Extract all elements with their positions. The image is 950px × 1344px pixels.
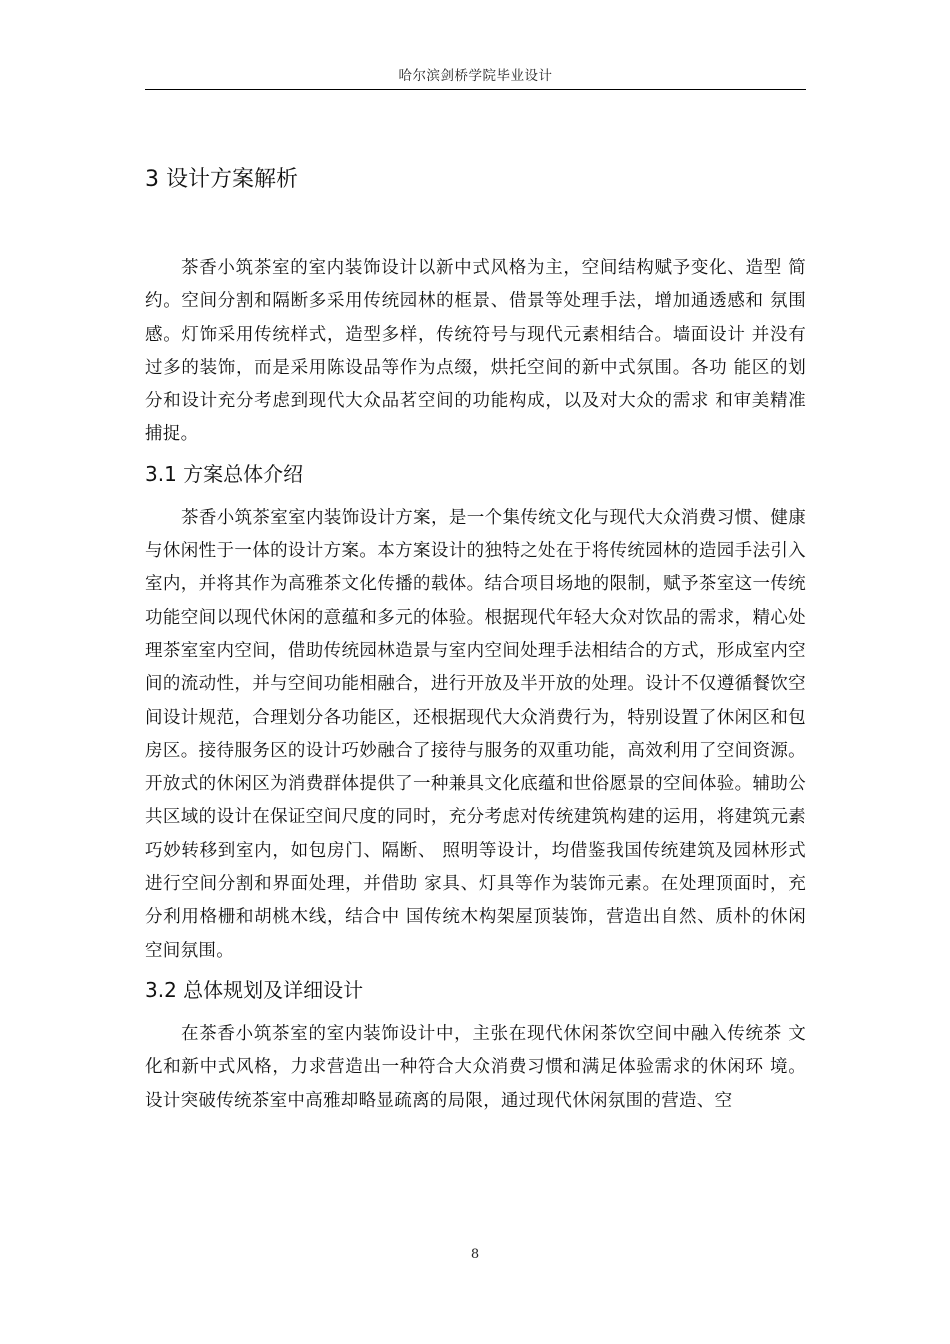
section-3-2-paragraph: 在茶香小筑茶室的室内装饰设计中，主张在现代休闲茶饮空间中融入传统茶 文化和新中式风格，力求营造出一种符合大众消费习惯和满足体验需求的休闲环 境。设计突破传统茶室中高雅却略显疏离的局限，通过现代休闲氛围的营造、空 bbox=[145, 1023, 806, 1111]
page-number: 8 bbox=[470, 1247, 480, 1262]
page-body bbox=[145, 160, 806, 1118]
header-rule bbox=[145, 89, 806, 90]
section-3-1-paragraph: 茶香小筑茶室室内装饰设计方案，是一个集传统文化与现代大众消费习惯、健康与休闲性于一体的设计方案。本方案设计的独特之处在于将传统园林的造园手法引入室内，并将其作为高雅茶文化传播的载体。结合项目场地的限制，赋予茶室这一传统功能空间以现代休闲的意蕴和多元的体验。根据现代年轻大众对饮品的需求，精心处理茶室室内空间，借助传统园林造景与室内空间处理手法相结合的方式，形成室内空间的流动性，并与空间功能相融合，进行开放及半开放的处理。设计不仅遵循餐饮空间设计规范，合理划分各功能区，还根据现代大众消费行为，特别设置了休闲区和包房区。接待服务区的设计巧妙融合了接待与服务的双重功能，高效利用了空间资源。开放式的休闲区为消费群体提供了一种兼具文化底蕴和世俗愿景的空间体验。辅助公共区域的设计在保证空间尺度的同时，充分考虑对传统建筑构建的运用，将建筑元素巧妙转移到室内，如包房门、隔断、 照明等设计，均借鉴我国传统建筑及园林形式进行空间分割和界面处理，并借助 家具、灯具等作为装饰元素。在处理顶面时，充分利用格栅和胡桃木线，结合中 国传统木构架屋顶装饰，营造出自然、质朴的休闲空间氛围。 bbox=[145, 507, 806, 961]
section-title-3-2: 3.2 总体规划及详细设计 bbox=[145, 977, 364, 1002]
chapter-title: 3 设计方案解析 bbox=[145, 167, 298, 192]
chapter-intro-paragraph: 茶香小筑茶室的室内装饰设计以新中式风格为主，空间结构赋予变化、造型 简约。空间分割和隔断多采用传统园林的框景、借景等处理手法，增加通透感和 氛围感。灯饰采用传统样式，造型多样，传统符号与现代元素相结合。墙面设计 并没有过多的装饰，而是采用陈设品等作为点缀，烘托空间的新中式氛围。各功 能区的划分和设计充分考虑到现代大众品茗空间的功能构成，以及对大众的需求 和审美精准捕捉。 bbox=[145, 258, 806, 445]
section-title-3-1: 3.1 方案总体介绍 bbox=[145, 461, 304, 486]
running-header: 哈尔滨剑桥学院毕业设计 bbox=[398, 68, 553, 84]
